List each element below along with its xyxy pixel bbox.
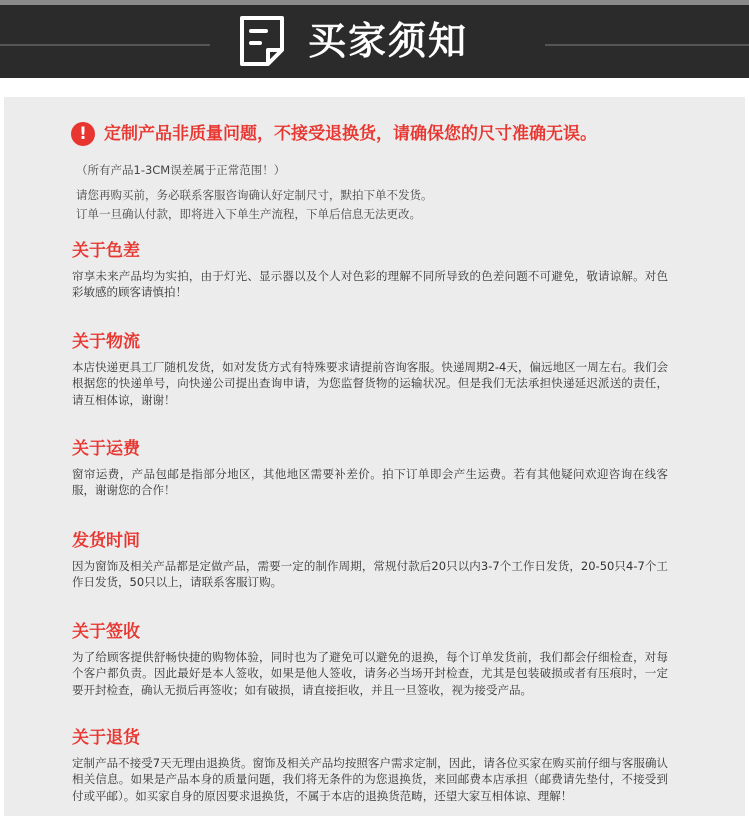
section-color-difference [72,240,668,301]
section-title: 关于签收 [72,622,140,642]
header-top-strip [0,0,749,5]
section-body: 帘享未来产品均为实拍，由于灯光、显示器以及个人对色彩的理解不同所导致的色差问题不可避免，敬请谅解。对色彩敏感的顾客请慎拍！ [72,269,668,300]
alert-headline: 定制产品非质量问题，不接受退换货，请确保您的尺寸准确无误。 [104,124,597,144]
note-confirm-size: 请您再购买前，务必联系客服咨询确认好定制尺寸，默拍下单不发货。 [76,188,433,202]
header-banner [0,0,749,78]
document-icon [238,14,286,68]
section-title: 发货时间 [72,531,140,551]
section-title: 关于色差 [72,241,140,261]
section-delivery-time [72,530,668,591]
section-logistics [72,331,668,408]
section-returns [72,727,668,804]
page-title: 买家须知 [308,19,469,63]
section-title: 关于物流 [72,332,140,352]
section-body: 窗帘运费，产品包邮是指部分地区，其他地区需要补差价。拍下订单即会产生运费。若有其他疑问欢迎咨询在线客服，谢谢您的合作！ [72,467,668,498]
note-tolerance: （所有产品1-3CM误差属于正常范围！） [76,163,286,177]
section-body: 因为窗饰及相关产品都是定做产品，需要一定的制作周期，常规付款后20只以内3-7个工作日发货，20-50只4-7个工作日发货，50只以上，请联系客服订购。 [72,559,668,590]
exclamation-icon: ! [71,122,95,146]
header-divider-left [0,44,210,46]
section-title: 关于运费 [72,439,140,459]
section-body: 定制产品不接受7天无理由退换货。窗饰及相关产品均按照客户需求定制，因此，请各位买家在购买前仔细与客服确认相关信息。如果是产品本身的质量问题，我们将无条件的为您退换货，来回邮费本店承担（邮费请先垫付，不接受到付或平邮）。如买家自身的原因要求退换货，不属于本店的退换货范畴，还望大家互相体谅、理解！ [72,756,668,803]
section-shipping-fee [72,438,668,499]
header-divider-right [545,44,749,46]
section-title: 关于退货 [72,728,140,748]
note-order-locked: 订单一旦确认付款，即将进入下单生产流程，下单后信息无法更改。 [76,207,421,221]
section-body: 本店快递更具工厂随机发货，如对发货方式有特殊要求请提前咨询客服。快递周期2-4天，偏远地区一周左右。我们会根据您的快递单号，向快递公司提出查询申请，为您监督货物的运输状况。但是我们无法承担快递延迟派送的责任，请互相体谅，谢谢！ [72,360,668,407]
section-sign-for [72,621,668,698]
section-body: 为了给顾客提供舒畅快捷的购物体验，同时也为了避免可以避免的退换，每个订单发货前，我们都会仔细检查，对每个客户都负责。因此最好是本人签收，如果是他人签收，请务必当场开封检查，尤其是包装破损或者有压痕时，一定要开封检查，确认无损后再签收；如有破损，请直接拒收，并且一旦签收，视为接受产品。 [72,650,668,697]
